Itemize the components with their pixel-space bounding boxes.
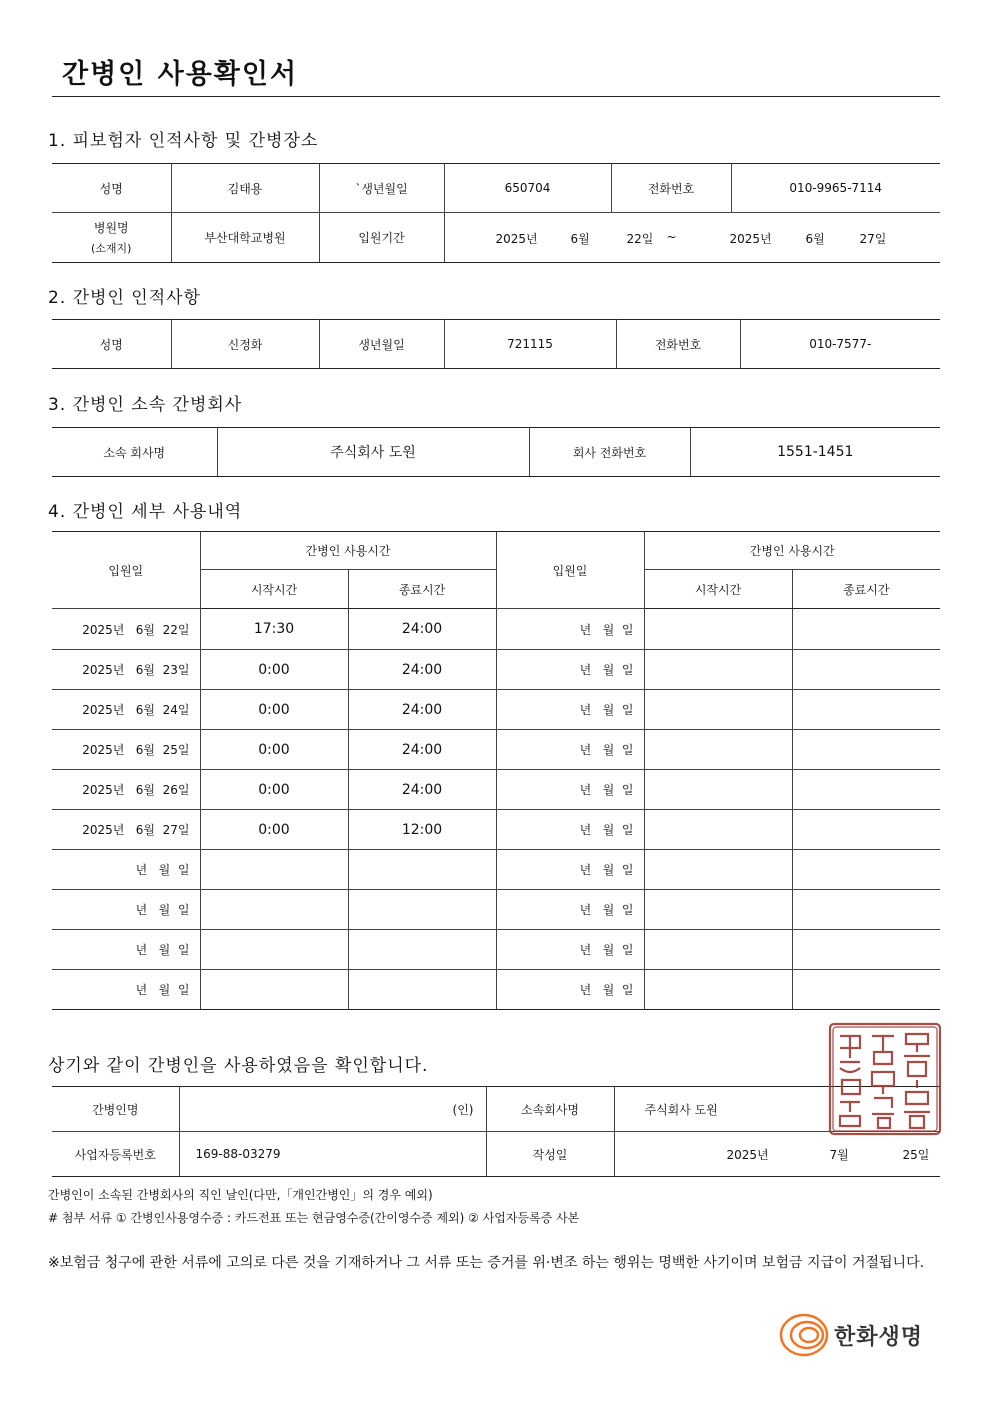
caregiver-name: 신정화	[171, 320, 319, 369]
usage-row	[52, 890, 940, 930]
note-seal: 간병인이 소속된 간병회사의 직인 날인(다만,「개인간병인」의 경우 예외)	[48, 1188, 433, 1202]
usage-right-end	[792, 650, 940, 690]
section-1-heading: 1. 피보험자 인적사항 및 간병장소	[48, 131, 319, 151]
confirm-company-label: 소속회사명	[486, 1087, 614, 1132]
header-hours-right: 간병인 사용시간	[644, 532, 940, 570]
header-hours-left: 간병인 사용시간	[200, 532, 496, 570]
caregiver-birth: 721115	[444, 320, 616, 369]
usage-right-date: 년 월 일	[496, 810, 644, 850]
period-end-month: 6월	[805, 232, 825, 246]
section-3-heading: 3. 간병인 소속 간병회사	[48, 395, 243, 415]
insured-table	[52, 163, 940, 263]
usage-right-end	[792, 730, 940, 770]
usage-left-start	[200, 970, 348, 1010]
usage-row	[52, 770, 940, 810]
hospital-label	[52, 213, 171, 263]
section-4-heading: 4. 간병인 세부 사용내역	[48, 502, 243, 522]
usage-left-date: 년 월 일	[52, 890, 200, 930]
period-start-month: 6월	[570, 232, 590, 246]
usage-left-date: 2025년 6월 24일	[52, 690, 200, 730]
header-start-left: 시작시간	[200, 570, 348, 609]
confirm-table	[52, 1086, 940, 1177]
usage-left-start: 17:30	[200, 609, 348, 650]
company-phone-label: 회사 전화번호	[529, 428, 690, 477]
usage-left-date: 2025년 6월 25일	[52, 730, 200, 770]
fraud-warning: ※보험금 청구에 관한 서류에 고의로 다른 것을 기재하거나 그 서류 또는 증거를 위·변조 하는 행위는 명백한 사기이며 보험금 지급이 거절됩니다.	[48, 1255, 925, 1271]
usage-right-end	[792, 609, 940, 650]
usage-left-date: 2025년 6월 26일	[52, 770, 200, 810]
company-name: 주식회사 도원	[217, 428, 529, 477]
usage-left-end: 24:00	[348, 650, 496, 690]
title-divider	[52, 96, 940, 97]
period-tilde: ~	[666, 230, 677, 244]
period-label: 입원기간	[319, 213, 444, 263]
header-end-left: 종료시간	[348, 570, 496, 609]
usage-left-start: 0:00	[200, 770, 348, 810]
usage-right-date: 년 월 일	[496, 609, 644, 650]
company-name-label: 소속 회사명	[52, 428, 217, 477]
hospital-name: 부산대학교병원	[171, 213, 319, 263]
usage-right-end	[792, 890, 940, 930]
usage-left-end	[348, 850, 496, 890]
usage-left-start: 0:00	[200, 810, 348, 850]
usage-right-date: 년 월 일	[496, 930, 644, 970]
header-start-right: 시작시간	[644, 570, 792, 609]
period-end-year: 2025년	[729, 232, 772, 246]
brand-name: 한화생명	[834, 1325, 924, 1350]
insured-birth: 650704	[444, 164, 611, 213]
date-year: 2025년	[726, 1148, 769, 1162]
usage-left-end	[348, 890, 496, 930]
usage-left-start: 0:00	[200, 650, 348, 690]
usage-left-end: 24:00	[348, 690, 496, 730]
usage-right-date: 년 월 일	[496, 890, 644, 930]
period-end-day: 27일	[859, 232, 887, 246]
period-start-year: 2025년	[495, 232, 538, 246]
usage-right-end	[792, 810, 940, 850]
date-day: 25일	[902, 1148, 930, 1162]
usage-left-start	[200, 890, 348, 930]
usage-left-end: 24:00	[348, 609, 496, 650]
usage-right-start	[644, 650, 792, 690]
usage-right-start	[644, 850, 792, 890]
seal-mark: (인)	[452, 1102, 474, 1117]
usage-right-date: 년 월 일	[496, 850, 644, 890]
insured-phone: 010-9965-7114	[731, 164, 940, 213]
insured-phone-label: 전화번호	[611, 164, 731, 213]
caregiver-phone: 010-7577-	[740, 320, 940, 369]
header-admit-left: 입원일	[52, 532, 200, 609]
usage-right-date: 년 월 일	[496, 730, 644, 770]
usage-left-end: 12:00	[348, 810, 496, 850]
usage-row	[52, 609, 940, 650]
usage-right-start	[644, 690, 792, 730]
note-attachments: # 첨부 서류 ① 간병인사용영수증 : 카드전표 또는 현금영수증(간이영수증 제외) ② 사업자등록증 사본	[48, 1211, 580, 1225]
usage-row	[52, 970, 940, 1010]
insured-name: 김태용	[171, 164, 319, 213]
date-month: 7월	[829, 1148, 849, 1162]
usage-right-end	[792, 690, 940, 730]
usage-left-date: 년 월 일	[52, 850, 200, 890]
insured-name-label: 성명	[52, 164, 171, 213]
usage-right-start	[644, 770, 792, 810]
usage-right-end	[792, 850, 940, 890]
usage-right-end	[792, 970, 940, 1010]
usage-left-end	[348, 970, 496, 1010]
usage-right-end	[792, 930, 940, 970]
usage-row	[52, 850, 940, 890]
usage-table	[52, 531, 940, 1010]
usage-row	[52, 730, 940, 770]
company-phone: 1551-1451	[690, 428, 940, 477]
caregiver-name-label: 성명	[52, 320, 171, 369]
usage-right-start	[644, 930, 792, 970]
usage-right-start	[644, 609, 792, 650]
usage-row	[52, 930, 940, 970]
admission-period	[444, 213, 940, 263]
confirm-company: 주식회사 도원	[614, 1087, 940, 1132]
header-admit-right: 입원일	[496, 532, 644, 609]
write-date	[614, 1132, 940, 1177]
hospital-label-line1: 병원명	[93, 221, 129, 235]
page-title: 간병인 사용확인서	[62, 59, 299, 90]
usage-right-date: 년 월 일	[496, 970, 644, 1010]
usage-row	[52, 810, 940, 850]
usage-left-start	[200, 930, 348, 970]
usage-right-end	[792, 770, 940, 810]
usage-left-start: 0:00	[200, 730, 348, 770]
hospital-label-line2: (소재지)	[91, 242, 132, 255]
usage-left-date: 년 월 일	[52, 970, 200, 1010]
usage-right-start	[644, 730, 792, 770]
usage-right-date: 년 월 일	[496, 650, 644, 690]
usage-left-start: 0:00	[200, 690, 348, 730]
usage-right-start	[644, 810, 792, 850]
usage-left-date: 2025년 6월 23일	[52, 650, 200, 690]
seal-stamp-icon	[828, 1022, 942, 1136]
header-end-right: 종료시간	[792, 570, 940, 609]
usage-left-end: 24:00	[348, 770, 496, 810]
usage-left-date: 2025년 6월 27일	[52, 810, 200, 850]
caregiver-sign-field	[179, 1087, 486, 1132]
company-seal	[828, 1022, 942, 1136]
usage-row	[52, 650, 940, 690]
insured-birth-label: `생년월일	[319, 164, 444, 213]
caregiver-phone-label: 전화번호	[616, 320, 740, 369]
usage-right-date: 년 월 일	[496, 770, 644, 810]
usage-left-start	[200, 850, 348, 890]
usage-right-date: 년 월 일	[496, 690, 644, 730]
usage-left-end	[348, 930, 496, 970]
usage-left-end: 24:00	[348, 730, 496, 770]
date-label: 작성일	[486, 1132, 614, 1177]
section-2-heading: 2. 간병인 인적사항	[48, 288, 201, 308]
usage-row	[52, 690, 940, 730]
period-start-day: 22일	[626, 232, 654, 246]
usage-left-date: 2025년 6월 22일	[52, 609, 200, 650]
usage-right-start	[644, 890, 792, 930]
biz-no-label: 사업자등록번호	[52, 1132, 179, 1177]
caregiver-table	[52, 319, 940, 369]
company-table	[52, 427, 940, 477]
caregiver-sign-label: 간병인명	[52, 1087, 179, 1132]
hanwha-logo	[778, 1310, 938, 1360]
biz-no: 169-88-03279	[179, 1132, 486, 1177]
caregiver-birth-label: 생년월일	[319, 320, 444, 369]
usage-right-start	[644, 970, 792, 1010]
usage-left-date: 년 월 일	[52, 930, 200, 970]
confirm-statement: 상기와 같이 간병인을 사용하였음을 확인합니다.	[48, 1056, 429, 1076]
